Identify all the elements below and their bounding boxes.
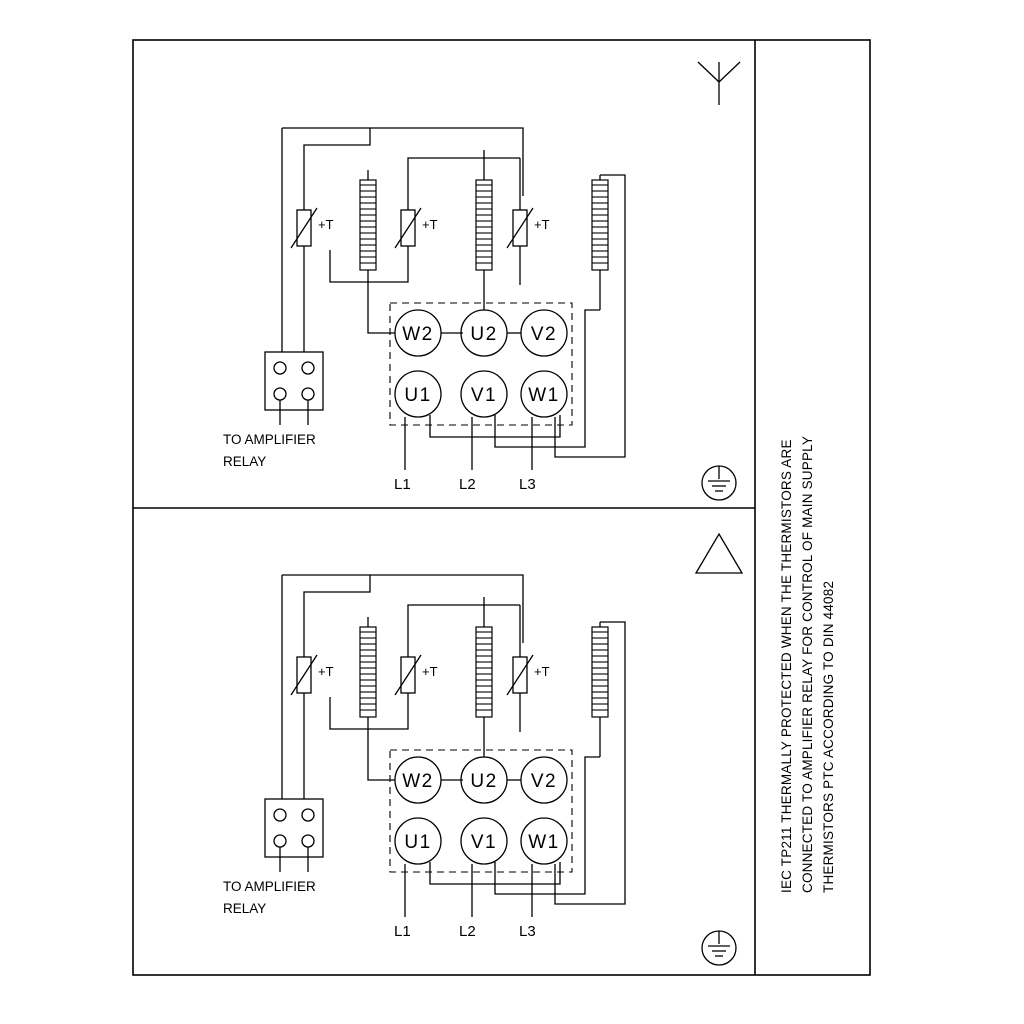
terminal-node-w2 [395,757,441,803]
terminal-label-v1: V1 [470,385,498,406]
phase-label-l2: L2 [459,476,476,493]
thermistor-1 [291,643,334,707]
phase-label-l1: L1 [394,923,411,940]
star-y-symbol [698,62,740,105]
thermistor-label-3: +T [534,217,550,232]
terminal-node-u1 [395,371,441,417]
phase-label-l2: L2 [459,923,476,940]
terminal-node-v2 [521,310,567,356]
winding-coil-3 [592,175,608,310]
phase-label-l3: L3 [519,476,536,493]
terminal-label-v2: V2 [530,771,558,792]
amplifier-terminal-block [265,352,323,425]
terminal-label-u2: U2 [470,771,498,792]
delta-triangle-symbol [696,534,742,573]
thermistor-2 [395,196,438,260]
terminal-label-u1: U1 [404,832,432,853]
terminal-label-v2: V2 [530,324,558,345]
terminal-node-v1 [461,371,507,417]
amplifier-label-line-2: RELAY [223,901,267,916]
terminal-label-w1: W1 [528,385,560,406]
thermistor-label-1: +T [318,217,334,232]
side-note-line-3: THERMISTORS PTC ACCORDING TO DIN 44082 [821,580,836,893]
terminal-label-u1: U1 [404,385,432,406]
earth-ground-symbol [702,466,736,500]
winding-coil-1 [360,170,376,300]
winding-coil-3 [592,622,608,757]
thermistor-3 [507,196,550,260]
earth-ground-symbol [702,931,736,965]
thermistor-label-2: +T [422,664,438,679]
terminal-node-v2 [521,757,567,803]
terminal-node-w1 [521,371,567,417]
thermistor-label-3: +T [534,664,550,679]
thermistor-2 [395,643,438,707]
amplifier-label-line-1: TO AMPLIFIER [223,879,316,894]
terminal-label-w2: W2 [402,324,434,345]
side-note-line-1: IEC TP211 THERMALLY PROTECTED WHEN THE THERMISTORS ARE [779,439,794,893]
phase-label-l1: L1 [394,476,411,493]
terminal-node-u1 [395,818,441,864]
amplifier-label-line-1: TO AMPLIFIER [223,432,316,447]
phase-label-l3: L3 [519,923,536,940]
side-note [779,436,836,893]
terminal-label-w1: W1 [528,832,560,853]
terminal-label-v1: V1 [470,832,498,853]
terminal-node-u2 [461,757,507,803]
amplifier-terminal-block [265,799,323,872]
terminal-node-u2 [461,310,507,356]
thermistor-label-1: +T [318,664,334,679]
panel-delta [223,534,742,965]
terminal-label-u2: U2 [470,324,498,345]
amplifier-label-line-2: RELAY [223,454,267,469]
terminal-node-v1 [461,818,507,864]
winding-coil-2 [476,150,492,300]
side-note-line-2: CONNECTED TO AMPLIFIER RELAY FOR CONTROL OF MAIN SUPPLY [800,435,815,893]
thermistor-label-2: +T [422,217,438,232]
winding-coil-2 [476,597,492,748]
panel-star [223,62,740,500]
thermistor-1 [291,196,334,260]
terminal-node-w2 [395,310,441,356]
terminal-node-w1 [521,818,567,864]
thermistor-3 [507,643,550,707]
terminal-label-w2: W2 [402,771,434,792]
